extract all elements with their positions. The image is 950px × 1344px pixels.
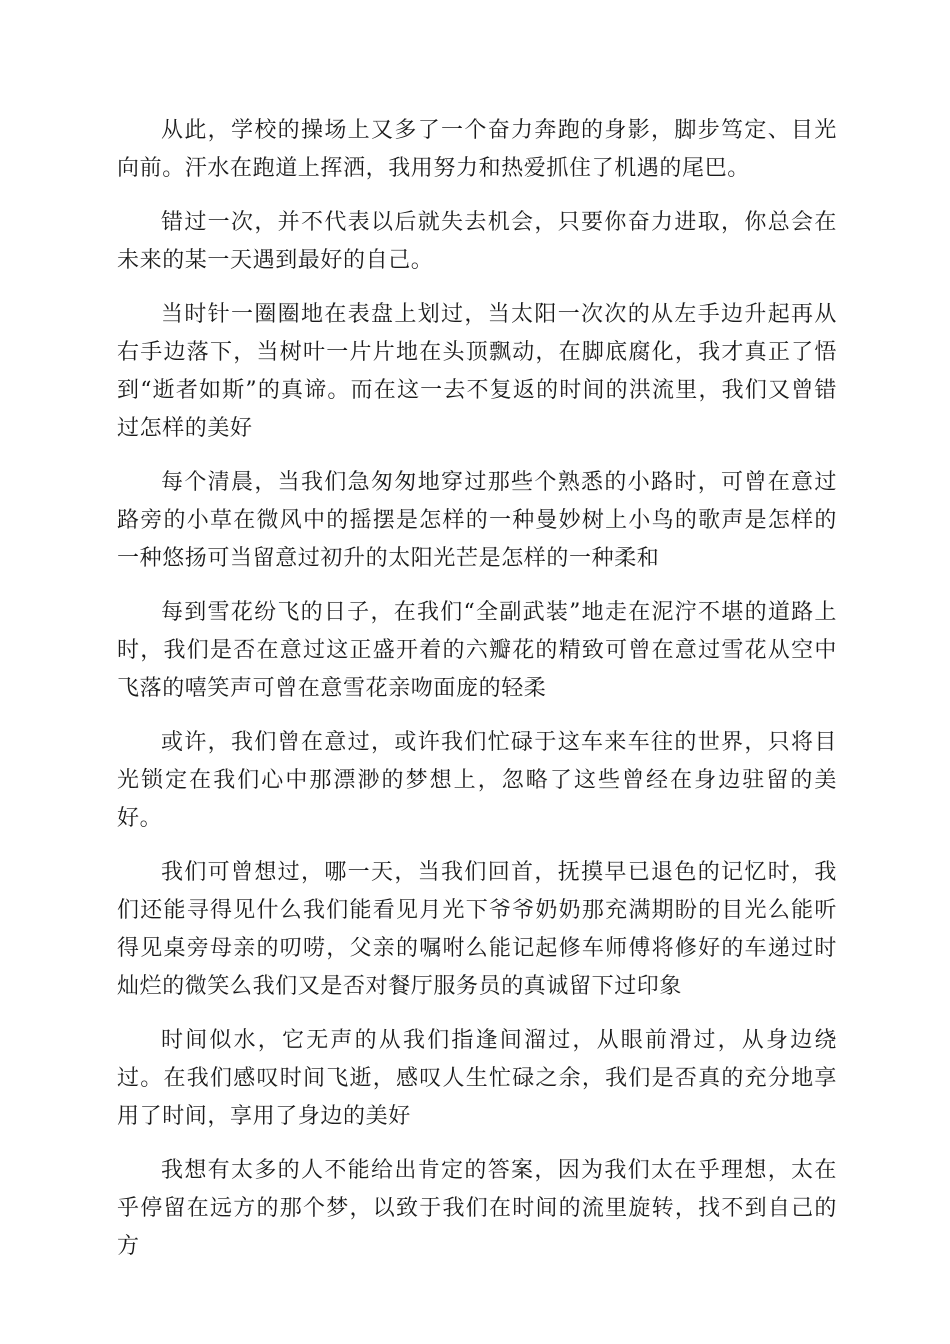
paragraph: 当时针一圈圈地在表盘上划过，当太阳一次次的从左手边升起再从右手边落下，当树叶一片片地在头顶飘动，在脚底腐化，我才真正了悟到“逝者如斯”的真谛。而在这一去不复返的时间的洪流里，我们又曾错过怎样的美好 [117, 302, 837, 441]
paragraph: 错过一次，并不代表以后就失去机会，只要你奋力进取，你总会在未来的某一天遇到最好的自己。 [117, 210, 837, 273]
paragraph: 我们可曾想过，哪一天，当我们回首，抚摸早已退色的记忆时，我们还能寻得见什么我们能看见月光下爷爷奶奶那充满期盼的目光么能听得见桌旁母亲的叨唠，父亲的嘱咐么能记起修车师傅将修好的车递过时灿烂的微笑么我们又是否对餐厅服务员的真诚留下过印象 [117, 860, 837, 999]
document-body [117, 112, 837, 1282]
paragraph: 或许，我们曾在意过，或许我们忙碌于这车来车往的世界，只将目光锁定在我们心中那漂渺的梦想上，忽略了这些曾经在身边驻留的美好。 [117, 730, 837, 831]
paragraph: 每个清晨，当我们急匆匆地穿过那些个熟悉的小路时，可曾在意过路旁的小草在微风中的摇摆是怎样的一种曼妙树上小鸟的歌声是怎样的一种悠扬可当留意过初升的太阳光芒是怎样的一种柔和 [117, 470, 837, 571]
paragraph: 时间似水，它无声的从我们指逢间溜过，从眼前滑过，从身边绕过。在我们感叹时间飞逝，感叹人生忙碌之余，我们是否真的充分地享用了时间，享用了身边的美好 [117, 1028, 837, 1129]
paragraph: 我想有太多的人不能给出肯定的答案，因为我们太在乎理想，太在乎停留在远方的那个梦，以致于我们在时间的流里旋转，找不到自己的方 [117, 1158, 837, 1259]
paragraph: 从此，学校的操场上又多了一个奋力奔跑的身影，脚步笃定、目光向前。汗水在跑道上挥洒，我用努力和热爱抓住了机遇的尾巴。 [117, 118, 837, 181]
paragraph: 每到雪花纷飞的日子，在我们“全副武装”地走在泥泞不堪的道路上时，我们是否在意过这正盛开着的六瓣花的精致可曾在意过雪花从空中飞落的嘻笑声可曾在意雪花亲吻面庞的轻柔 [117, 600, 837, 701]
